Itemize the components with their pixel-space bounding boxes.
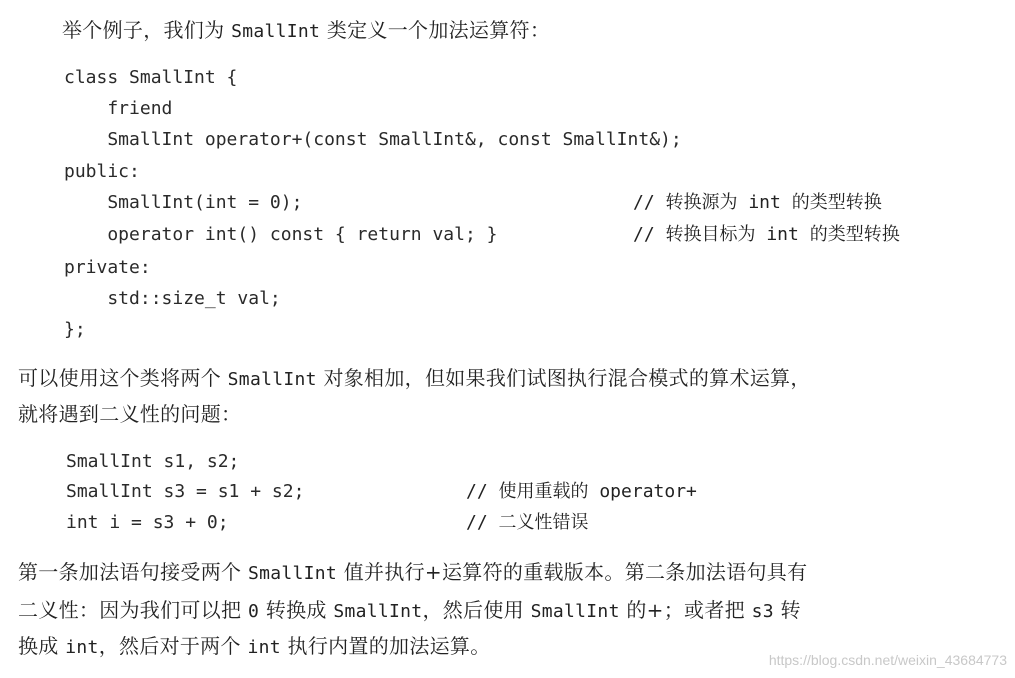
code-comment: // 转换源为 int 的类型转换: [633, 192, 882, 213]
text-run: 举个例子，我们为: [62, 18, 232, 42]
text-run: ，然后对于两个: [98, 634, 248, 658]
inline-code: SmallInt: [231, 21, 321, 42]
code-line: operator int() const { return val; }: [64, 224, 498, 245]
text-run: 转: [773, 598, 801, 622]
paragraph-line: 就将遇到二义性的问题：: [18, 402, 242, 426]
code-line: std::size_t val;: [64, 288, 281, 309]
text-run: 的+；或者把: [619, 598, 752, 622]
code-line: friend: [64, 98, 173, 119]
paragraph-line: [18, 630, 491, 664]
code-line: int i = s3 + 0;: [66, 512, 229, 533]
text-run: 对象相加，但如果我们试图执行混合模式的算术运算，: [316, 366, 811, 390]
inline-code: SmallInt: [333, 601, 423, 622]
code-line: SmallInt operator+(const SmallInt&, const SmallInt&);: [64, 129, 682, 150]
text-run: ，然后使用: [422, 598, 531, 622]
text-run: 二义性：因为我们可以把: [18, 598, 248, 622]
text-run: 可以使用这个类将两个: [18, 366, 228, 390]
inline-code: SmallInt: [530, 601, 620, 622]
code-line: private:: [64, 257, 151, 278]
intro-paragraph: [62, 14, 550, 48]
code-line: };: [64, 319, 86, 340]
code-line: SmallInt s3 = s1 + s2;: [66, 481, 305, 502]
code-line: SmallInt s1, s2;: [66, 451, 240, 472]
paragraph-line: [18, 556, 807, 590]
inline-code: SmallInt: [227, 369, 317, 390]
text-run: 转换成: [259, 598, 334, 622]
watermark-url: https://blog.csdn.net/weixin_43684773: [768, 652, 1007, 668]
text-run: 类定义一个加法运算符：: [320, 18, 551, 42]
code-comment: // 使用重载的 operator+: [466, 481, 697, 502]
paragraph-line: [18, 362, 811, 396]
code-comment: // 转换目标为 int 的类型转换: [633, 224, 900, 245]
code-line: public:: [64, 161, 140, 182]
code-line: class SmallInt {: [64, 67, 238, 88]
inline-code: 0: [247, 601, 260, 622]
code-line: SmallInt(int = 0);: [64, 192, 303, 213]
text-run: 换成: [18, 634, 66, 658]
inline-code: s3: [751, 601, 774, 622]
paragraph-line: [18, 594, 801, 628]
inline-code: SmallInt: [247, 563, 338, 584]
code-comment: // 二义性错误: [466, 512, 589, 533]
inline-code: int: [65, 637, 99, 658]
text-run: 值并执行+运算符的重载版本。第二条加法语句具有: [337, 560, 808, 584]
inline-code: int: [247, 637, 281, 658]
text-run: 第一条加法语句接受两个: [18, 560, 248, 584]
text-run: 执行内置的加法运算。: [280, 634, 491, 658]
